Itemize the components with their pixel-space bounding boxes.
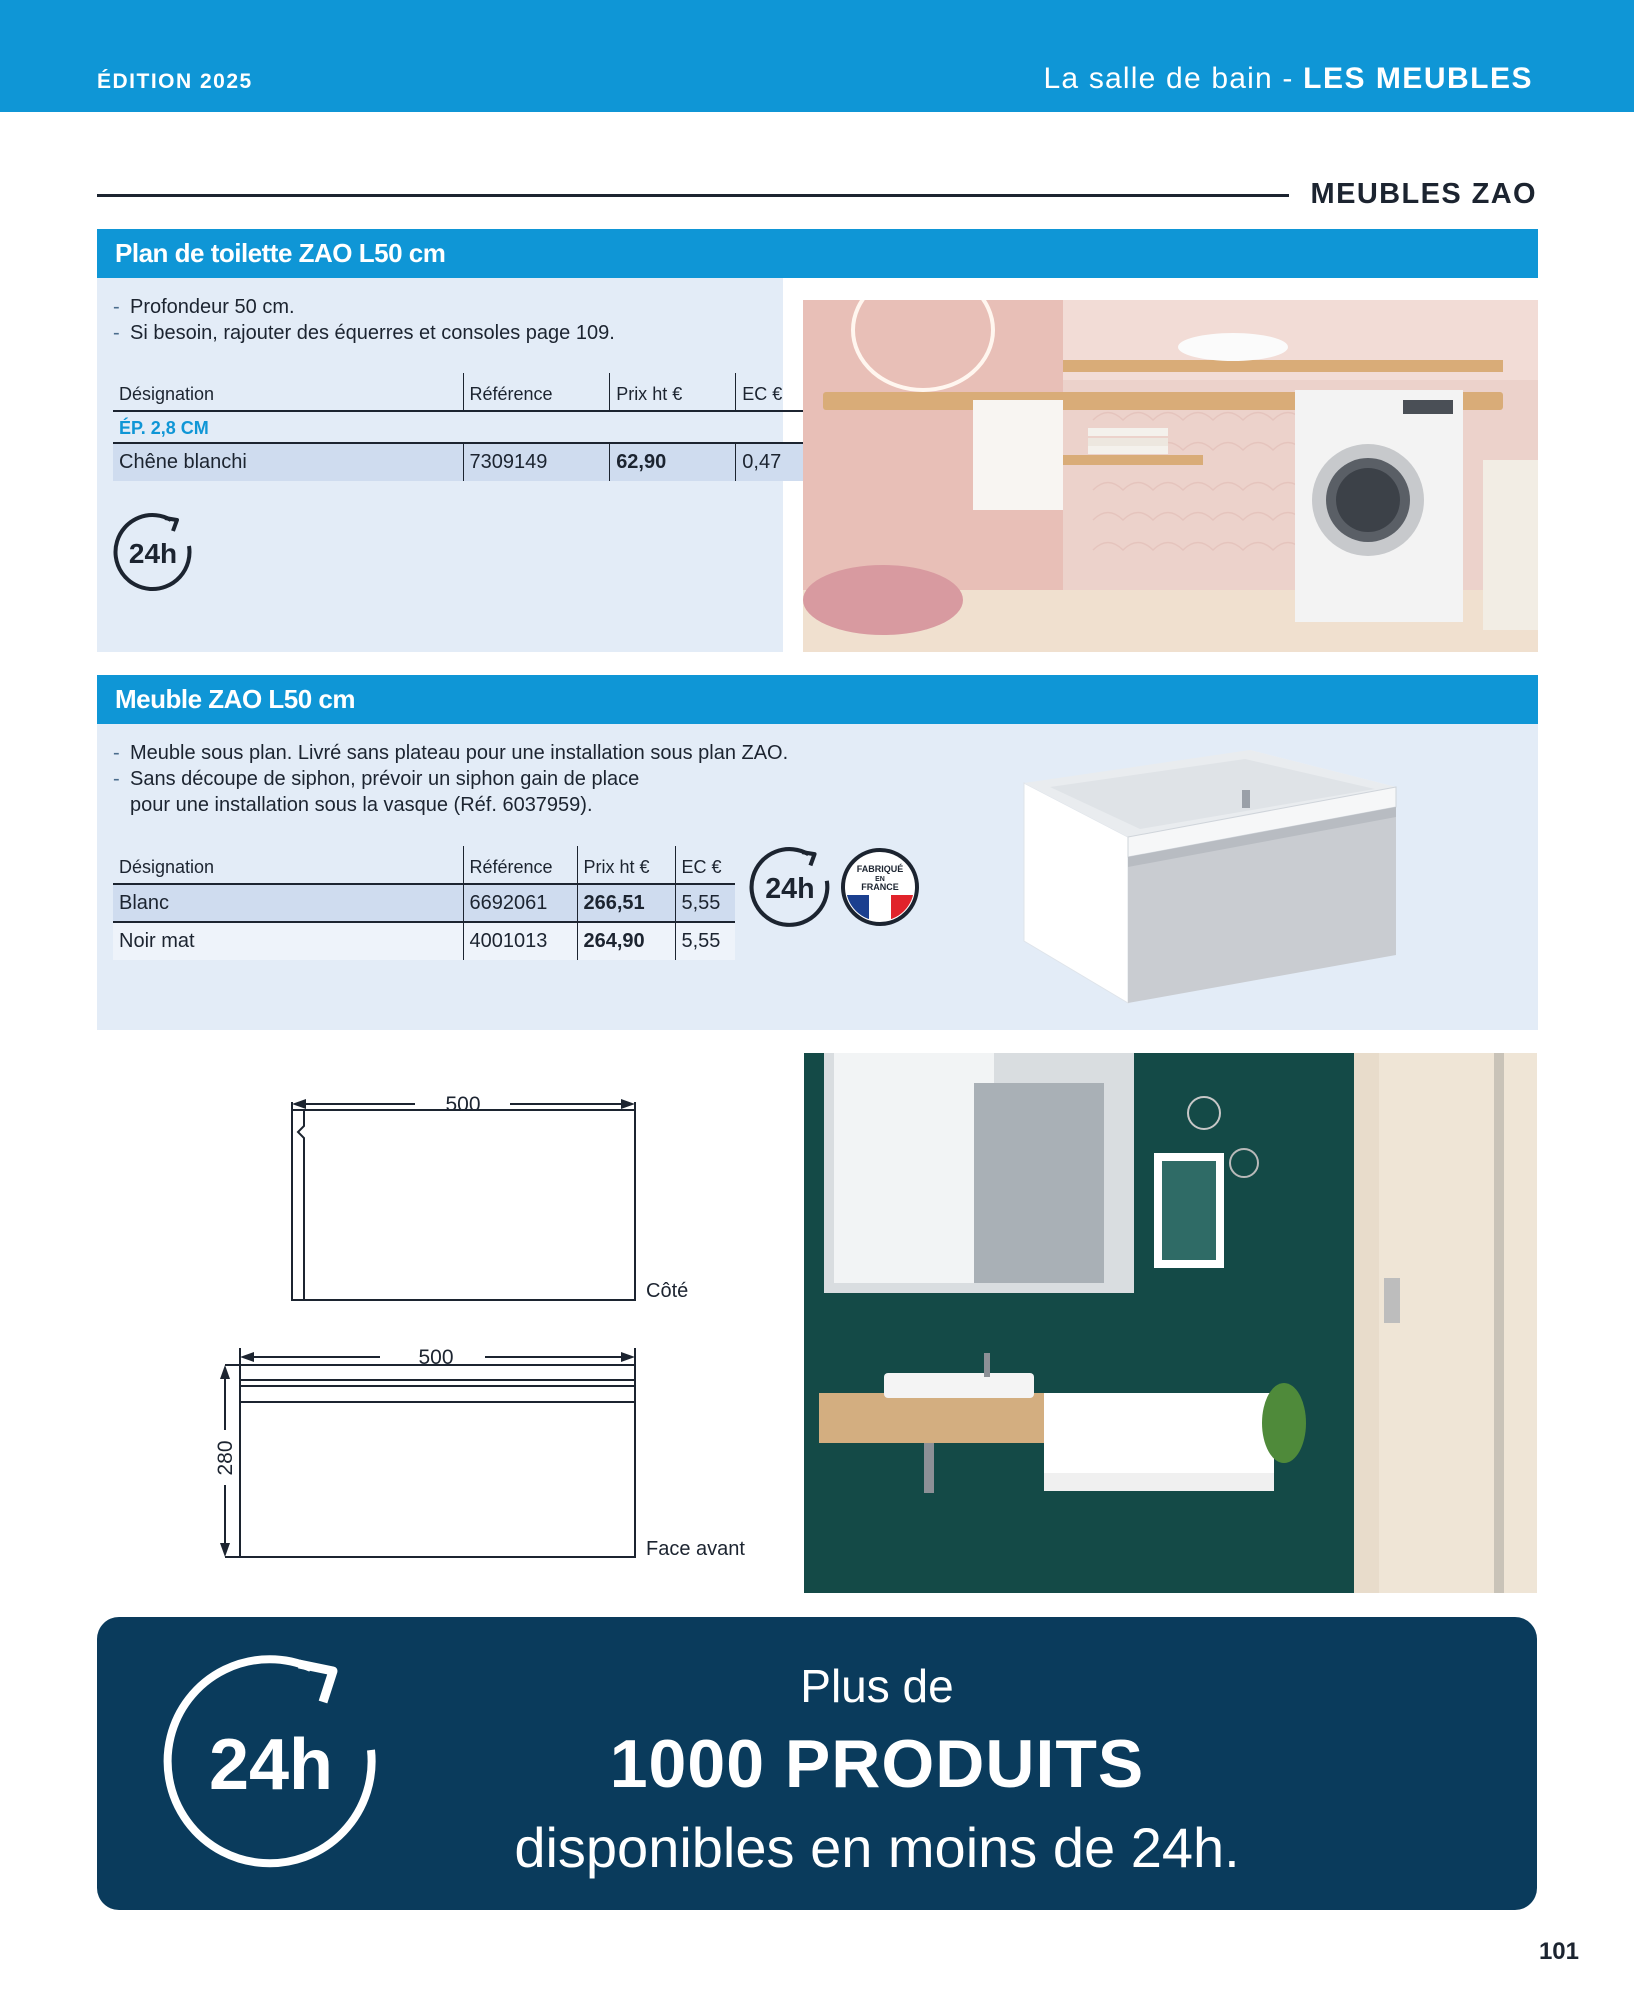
origin-line-3: FRANCE: [861, 882, 899, 892]
delivery-24h-icon: [113, 512, 197, 596]
promo-banner: [97, 1617, 1537, 1910]
product-1-bullet: - Profondeur 50 cm.: [113, 294, 615, 320]
product-2-bullet: pour une installation sous la vasque (Réf. 6037959).: [130, 794, 593, 816]
cell-designation: Chêne blanchi: [113, 443, 463, 481]
origin-line-2: EN: [875, 876, 885, 883]
promo-line-2: 1000 PRODUITS: [609, 1726, 1145, 1802]
product-2-room-photo: [804, 1053, 1537, 1593]
table-group-row: [113, 411, 813, 443]
product-1-table: [113, 373, 813, 481]
group-label: ÉP. 2,8 CM: [113, 411, 463, 443]
origin-line-1: FABRIQUÉ: [856, 864, 904, 874]
promo-badge-text: 24h: [208, 1725, 334, 1805]
promo-line-3: disponibles en moins de 24h.: [514, 1816, 1240, 1879]
page-number: 101: [1538, 1938, 1579, 1965]
badge-24h-text: 24h: [765, 873, 815, 906]
col-reference: Référence: [463, 846, 577, 884]
table-row: [113, 922, 735, 960]
product-1-title: Plan de toilette ZAO L50 cm: [97, 229, 1538, 278]
cell-price: 62,90: [610, 443, 736, 481]
product-1-bullet: - Si besoin, rajouter des équerres et consoles page 109.: [113, 320, 615, 346]
product-2-photo: [1010, 745, 1410, 1015]
product-2-bullet: - Meuble sous plan. Livré sans plateau pour une installation sous plan ZAO.: [113, 740, 788, 766]
cell-eco: 5,55: [675, 922, 735, 960]
product-1-bullets: [113, 294, 615, 346]
col-designation: Désignation: [113, 846, 463, 884]
dimension-diagram: [200, 1080, 800, 1570]
col-reference: Référence: [463, 373, 610, 411]
col-price: Prix ht €: [577, 846, 675, 884]
side-view-caption: Côté: [646, 1280, 689, 1302]
delivery-24h-icon: [749, 846, 835, 932]
product-1-photo: [803, 300, 1538, 652]
table-row: [113, 884, 735, 922]
section-title: MEUBLES ZAO: [1310, 178, 1537, 210]
col-eco: EC €: [675, 846, 735, 884]
promo-line-1: Plus de: [800, 1660, 954, 1712]
front-width-label: 500: [418, 1346, 454, 1369]
side-width-label: 500: [445, 1093, 481, 1116]
cell-price: 264,90: [577, 922, 675, 960]
product-2-bullet: - Sans découpe de siphon, prévoir un siphon gain de place: [113, 766, 788, 792]
cell-designation: Noir mat: [113, 922, 463, 960]
cell-reference: 7309149: [463, 443, 610, 481]
section-rule: [97, 194, 1289, 197]
front-height-label: 280: [214, 1440, 237, 1476]
col-designation: Désignation: [113, 373, 463, 411]
cell-price: 266,51: [577, 884, 675, 922]
col-price: Prix ht €: [610, 373, 736, 411]
cell-designation: Blanc: [113, 884, 463, 922]
header-title-suffix: LES MEUBLES: [1303, 62, 1533, 95]
product-2-table: [113, 846, 735, 960]
col-eco: EC €: [736, 373, 813, 411]
made-in-france-icon: [840, 847, 920, 927]
table-row: [113, 443, 813, 481]
product-2-bullets: [113, 740, 788, 818]
badge-24h-text: 24h: [128, 538, 178, 569]
front-view-caption: Face avant: [646, 1538, 745, 1560]
product-2-title: Meuble ZAO L50 cm: [97, 675, 1538, 724]
cell-eco: 5,55: [675, 884, 735, 922]
cell-reference: 4001013: [463, 922, 577, 960]
header-title-prefix: La salle de bain -: [1043, 62, 1304, 95]
cell-eco: 0,47: [736, 443, 813, 481]
page-header-title: [1044, 62, 1533, 96]
edition-label: ÉDITION 2025: [97, 70, 253, 93]
cell-reference: 6692061: [463, 884, 577, 922]
